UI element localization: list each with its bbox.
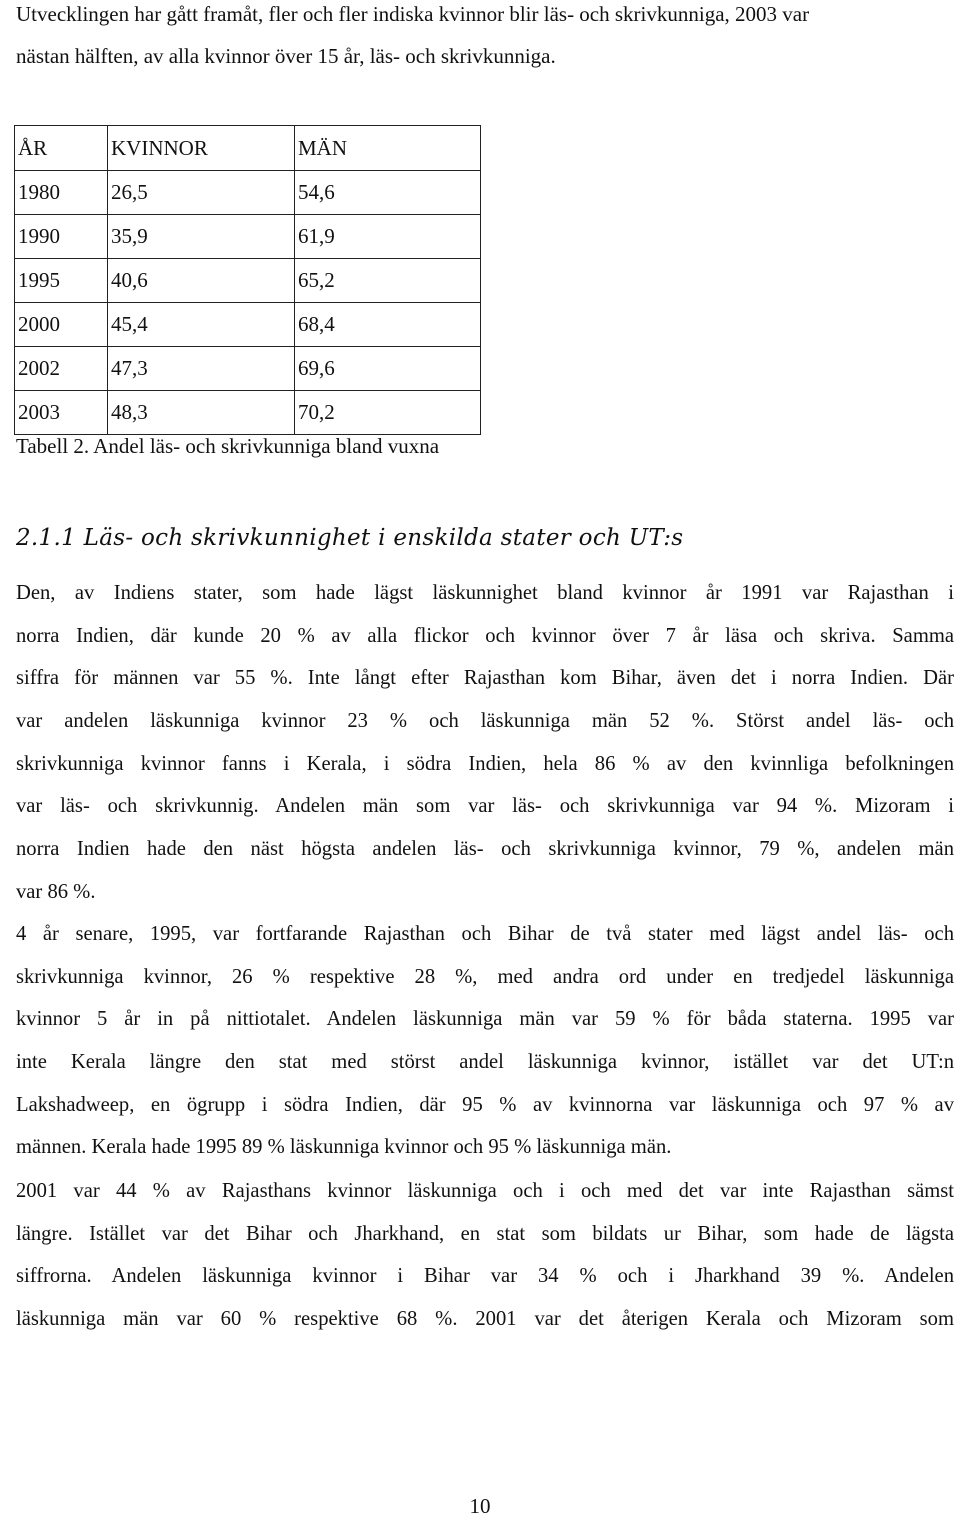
paragraph-line: var läs- och skrivkunnig. Andelen män som var läs- och skrivkunniga var 94 %. Mizoram i bbox=[16, 795, 954, 818]
cell-men: 54,6 bbox=[295, 171, 481, 215]
cell-year: 2000 bbox=[15, 303, 108, 347]
table-row bbox=[15, 347, 481, 391]
header-women: KVINNOR bbox=[108, 126, 295, 171]
cell-women: 40,6 bbox=[108, 259, 295, 303]
paragraph-1 bbox=[16, 572, 954, 914]
table-row bbox=[15, 171, 481, 215]
literacy-table bbox=[14, 125, 481, 435]
cell-women: 48,3 bbox=[108, 391, 295, 435]
paragraph-line: längre. Istället var det Bihar och Jharkhand, en stat som bildats ur Bihar, som hade de lägsta bbox=[16, 1222, 954, 1245]
cell-year: 1995 bbox=[15, 259, 108, 303]
cell-women: 26,5 bbox=[108, 171, 295, 215]
table-header-row bbox=[15, 126, 481, 171]
cell-men: 65,2 bbox=[295, 259, 481, 303]
paragraph-line: läskunniga män var 60 % respektive 68 %. 2001 var det återigen Kerala och Mizoram som bbox=[16, 1308, 954, 1331]
intro-line-1: Utvecklingen har gått framåt, fler och fler indiska kvinnor blir läs- och skrivkunniga, 2003 var bbox=[16, 2, 810, 26]
header-men: MÄN bbox=[295, 126, 481, 171]
table-row bbox=[15, 391, 481, 435]
section-heading: 2.1.1 Läs- och skrivkunnighet i enskilda stater och UT:s bbox=[16, 525, 684, 551]
paragraph-line: siffra för männen var 55 %. Inte långt efter Rajasthan kom Bihar, även det i norra Indien. Där bbox=[16, 667, 954, 690]
paragraph-line: var 86 %. bbox=[16, 880, 96, 903]
intro-line-2: nästan hälften, av alla kvinnor över 15 år, läs- och skrivkunniga. bbox=[16, 44, 556, 68]
paragraph-line: norra Indien, där kunde 20 % av alla flickor och kvinnor över 7 år läsa och skriva. Samma bbox=[16, 624, 954, 647]
cell-men: 68,4 bbox=[295, 303, 481, 347]
page-number: 10 bbox=[469, 1494, 491, 1518]
cell-women: 45,4 bbox=[108, 303, 295, 347]
table-row bbox=[15, 259, 481, 303]
paragraph-line: 2001 var 44 % av Rajasthans kvinnor läskunniga och i och med det var inte Rajasthan sämst bbox=[16, 1180, 954, 1202]
cell-women: 47,3 bbox=[108, 347, 295, 391]
paragraph-line: siffrorna. Andelen läskunniga kvinnor i Bihar var 34 % och i Jharkhand 39 %. Andelen bbox=[16, 1265, 954, 1288]
cell-year: 1980 bbox=[15, 171, 108, 215]
cell-year: 2003 bbox=[15, 391, 108, 435]
paragraph-line: kvinnor 5 år in på nittiotalet. Andelen läskunniga män var 59 % för båda staterna. 1995 var bbox=[16, 1008, 954, 1031]
table-caption: Tabell 2. Andel läs- och skrivkunniga bland vuxna bbox=[16, 434, 440, 458]
cell-women: 35,9 bbox=[108, 215, 295, 259]
paragraph-line: skrivkunniga kvinnor, 26 % respektive 28 %, med andra ord under en tredjedel läskunniga bbox=[16, 965, 954, 988]
header-year: ÅR bbox=[15, 126, 108, 171]
paragraph-line: norra Indien hade den näst högsta andelen läs- och skrivkunniga kvinnor, 79 %, andelen män bbox=[16, 838, 954, 861]
paragraph-line: inte Kerala längre den stat med störst andel läskunniga kvinnor, istället var det UT:n bbox=[16, 1051, 954, 1074]
table-row bbox=[15, 215, 481, 259]
cell-year: 1990 bbox=[15, 215, 108, 259]
cell-men: 61,9 bbox=[295, 215, 481, 259]
cell-year: 2002 bbox=[15, 347, 108, 391]
paragraph-line: Den, av Indiens stater, som hade lägst läskunnighet bland kvinnor år 1991 var Rajasthan i bbox=[16, 582, 954, 604]
paragraph-2 bbox=[16, 913, 954, 1169]
paragraph-line: var andelen läskunniga kvinnor 23 % och läskunniga män 52 %. Störst andel läs- och bbox=[16, 710, 954, 733]
paragraph-line: Lakshadweep, en ögrupp i södra Indien, där 95 % av kvinnorna var läskunniga och 97 % av bbox=[16, 1093, 954, 1116]
paragraph-line: männen. Kerala hade 1995 89 % läskunniga kvinnor och 95 % läskunniga män. bbox=[16, 1136, 672, 1159]
cell-men: 69,6 bbox=[295, 347, 481, 391]
table-row bbox=[15, 303, 481, 347]
cell-men: 70,2 bbox=[295, 391, 481, 435]
paragraph-3 bbox=[16, 1170, 954, 1341]
paragraph-line: skrivkunniga kvinnor fanns i Kerala, i södra Indien, hela 86 % av den kvinnliga befolkningen bbox=[16, 752, 954, 775]
paragraph-line: 4 år senare, 1995, var fortfarande Rajasthan och Bihar de två stater med lägst andel läs- och bbox=[16, 923, 954, 945]
